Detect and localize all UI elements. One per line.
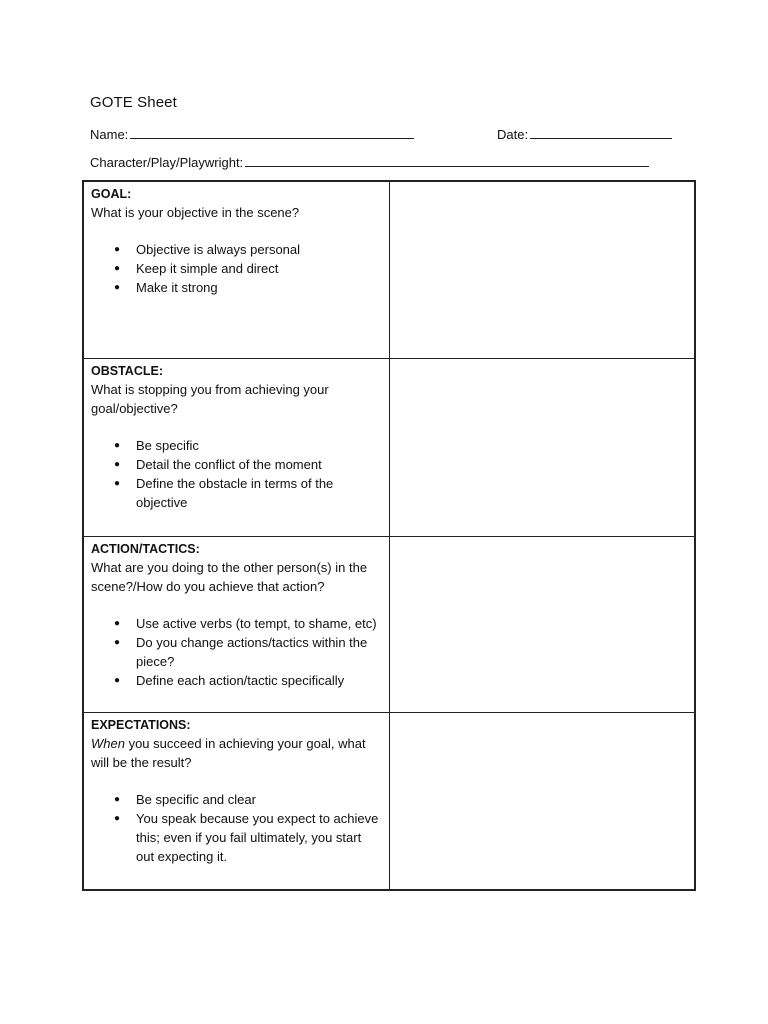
action-tactics-heading: ACTION/TACTICS: <box>91 542 200 556</box>
obstacle-question: What is stopping you from achieving your goal/objective? <box>91 382 329 416</box>
list-item: ● Be specific <box>136 436 382 455</box>
table-row-goal <box>84 182 695 359</box>
list-item: ● Keep it simple and direct <box>136 259 382 278</box>
expectations-prompt-cell <box>84 713 390 890</box>
expectations-answer-cell[interactable] <box>390 713 695 890</box>
list-item: ● Define each action/tactic specifically <box>136 671 382 690</box>
action-tactics-prompt-cell <box>84 537 390 713</box>
expectations-question-emphasis: When <box>91 736 125 751</box>
list-item: ● Do you change actions/tactics within the piece? <box>136 633 382 671</box>
list-item: ● Define the obstacle in terms of the objective <box>136 474 382 512</box>
action-tactics-bullet-list <box>91 614 382 690</box>
date-field[interactable] <box>497 127 672 142</box>
name-label: Name: <box>90 127 129 142</box>
gote-table <box>83 181 695 890</box>
expectations-heading: EXPECTATIONS: <box>91 718 191 732</box>
expectations-question <box>91 734 382 772</box>
goal-heading: GOAL: <box>91 187 132 201</box>
character-blank-line[interactable] <box>245 155 649 167</box>
goal-bullet-list <box>91 240 382 297</box>
name-blank-line[interactable] <box>130 127 414 139</box>
goal-answer-cell[interactable] <box>390 182 695 359</box>
date-blank-line[interactable] <box>530 127 672 139</box>
table-row-action-tactics <box>84 537 695 713</box>
obstacle-heading: OBSTACLE: <box>91 364 163 378</box>
list-item: ● Make it strong <box>136 278 382 297</box>
obstacle-bullet-list <box>91 436 382 512</box>
list-item: ● Be specific and clear <box>136 790 382 809</box>
list-item: ● Objective is always personal <box>136 240 382 259</box>
obstacle-prompt-cell <box>84 359 390 537</box>
name-field[interactable] <box>90 127 414 142</box>
table-row-expectations <box>84 713 695 890</box>
obstacle-answer-cell[interactable] <box>390 359 695 537</box>
date-label: Date: <box>497 127 529 142</box>
action-tactics-answer-cell[interactable] <box>390 537 695 713</box>
list-item: ● You speak because you expect to achieve this; even if you fail ultimately, you start out expecting it. <box>136 809 382 866</box>
action-tactics-question: What are you doing to the other person(s) in the scene?/How do you achieve that action? <box>91 560 368 594</box>
expectations-bullet-list <box>91 790 382 866</box>
expectations-question-text: you succeed in achieving your goal, what will be the result? <box>91 736 366 770</box>
page-title: GOTE Sheet <box>90 94 177 111</box>
goal-question: What is your objective in the scene? <box>91 205 300 220</box>
list-item: ● Detail the conflict of the moment <box>136 455 382 474</box>
list-item: ● Use active verbs (to tempt, to shame, etc) <box>136 614 382 633</box>
character-play-playwright-label: Character/Play/Playwright: <box>90 155 244 170</box>
table-row-obstacle <box>84 359 695 537</box>
goal-prompt-cell <box>84 182 390 359</box>
character-play-playwright-field[interactable] <box>90 155 649 170</box>
